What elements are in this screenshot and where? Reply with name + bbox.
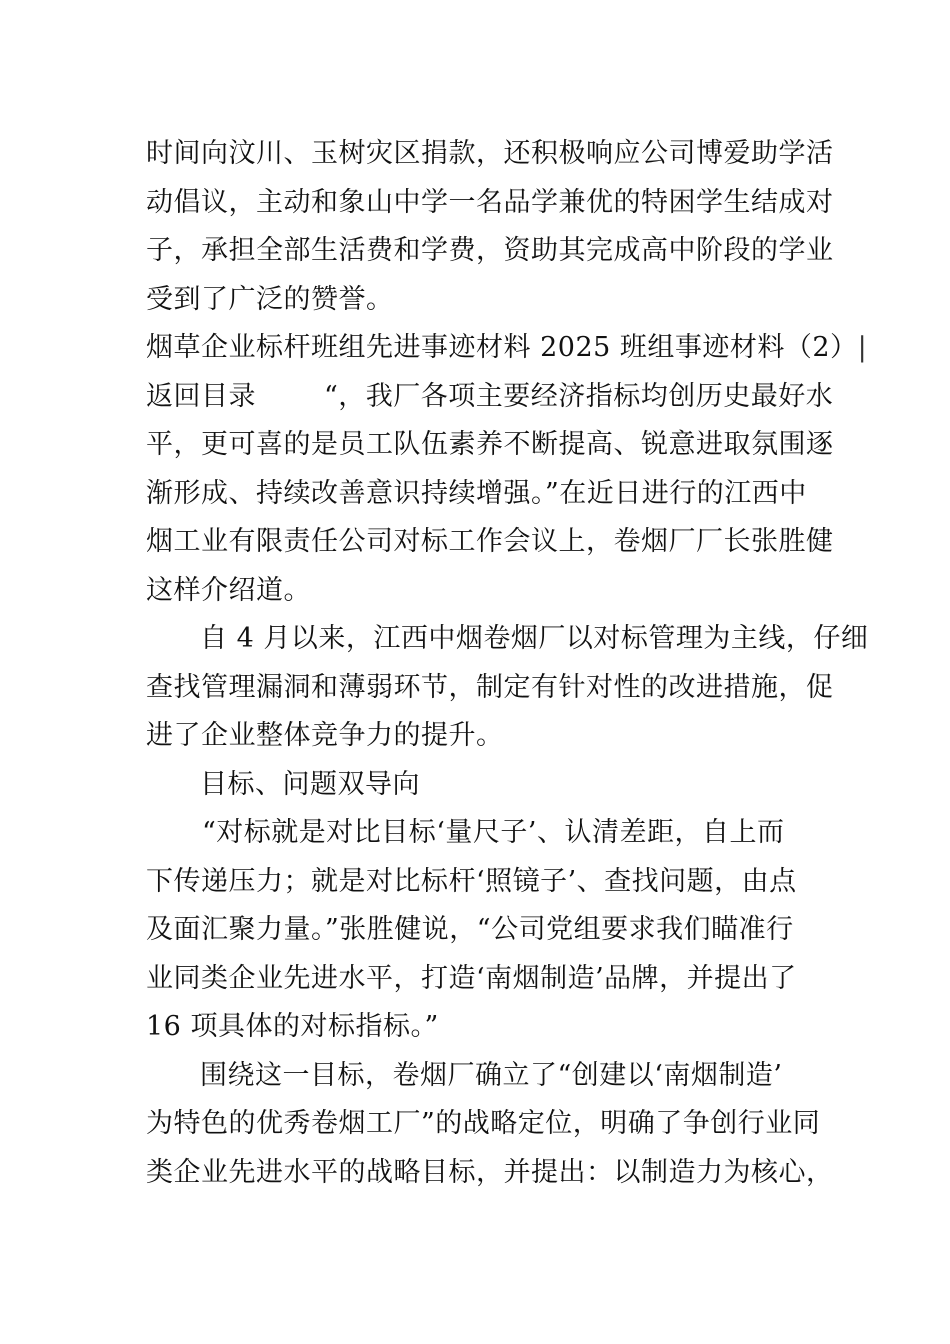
text-line: 受到了广泛的赞誉。 (146, 283, 394, 315)
text-line: 子，承担全部生活费和学费，资助其完成高中阶段的学业 (146, 235, 834, 266)
section-subheading: 目标、问题双导向 (200, 768, 420, 800)
text-line: 16 项具体的对标指标。” (146, 1011, 439, 1042)
text-line: 及面汇聚力量。”张胜健说，“公司党组要求我们瞄准行 (146, 914, 794, 945)
paragraph-first-line: 围绕这一目标，卷烟厂确立了“创建以‘南烟制造’ (200, 1059, 783, 1091)
text-line: 时间向汶川、玉树灾区捐款，还积极响应公司博爱助学活 (146, 138, 834, 169)
text-line: 烟工业有限责任公司对标工作会议上，卷烟厂厂长张胜健 (146, 526, 834, 557)
paragraph-first-line: 自 4 月以来，江西中烟卷烟厂以对标管理为主线，仔细 (200, 623, 869, 654)
article-title-line (146, 324, 868, 373)
text-line: 进了企业整体竞争力的提升。 (146, 720, 504, 751)
text-line: “，我厂各项主要经济指标均创历史最好水 (324, 380, 834, 412)
text-line: 下传递压力；就是对比标杆‘照镜子’、查找问题，由点 (146, 865, 797, 897)
text-line: 平，更可喜的是员工队伍素养不断提高、锐意进取氛围逐 (146, 429, 834, 460)
article-title: 烟草企业标杆班组先进事迹材料 2025 班组事迹材料（2） (146, 332, 858, 363)
text-line: 渐形成、持续改善意识持续增强。”在近日进行的江西中 (146, 477, 807, 509)
title-separator: | (857, 332, 868, 363)
text-line: 为特色的优秀卷烟工厂”的战略定位，明确了争创行业同 (146, 1108, 821, 1139)
text-line: 业同类企业先进水平，打造‘南烟制造’品牌，并提出了 (146, 962, 797, 994)
text-line: 动倡议，主动和象山中学一名品学兼优的特困学生结成对 (146, 186, 834, 218)
return-line (146, 373, 834, 422)
return-to-contents-link[interactable]: 返回目录 (146, 380, 256, 412)
document-body (146, 130, 869, 1197)
text-line: 这样介绍道。 (146, 574, 311, 606)
text-line: 类企业先进水平的战略目标，并提出：以制造力为核心， (146, 1156, 834, 1188)
text-line: 查找管理漏洞和薄弱环节，制定有针对性的改进措施，促 (146, 671, 834, 703)
paragraph-first-line: “对标就是对比目标‘量尺子’、认清差距，自上而 (202, 817, 785, 848)
